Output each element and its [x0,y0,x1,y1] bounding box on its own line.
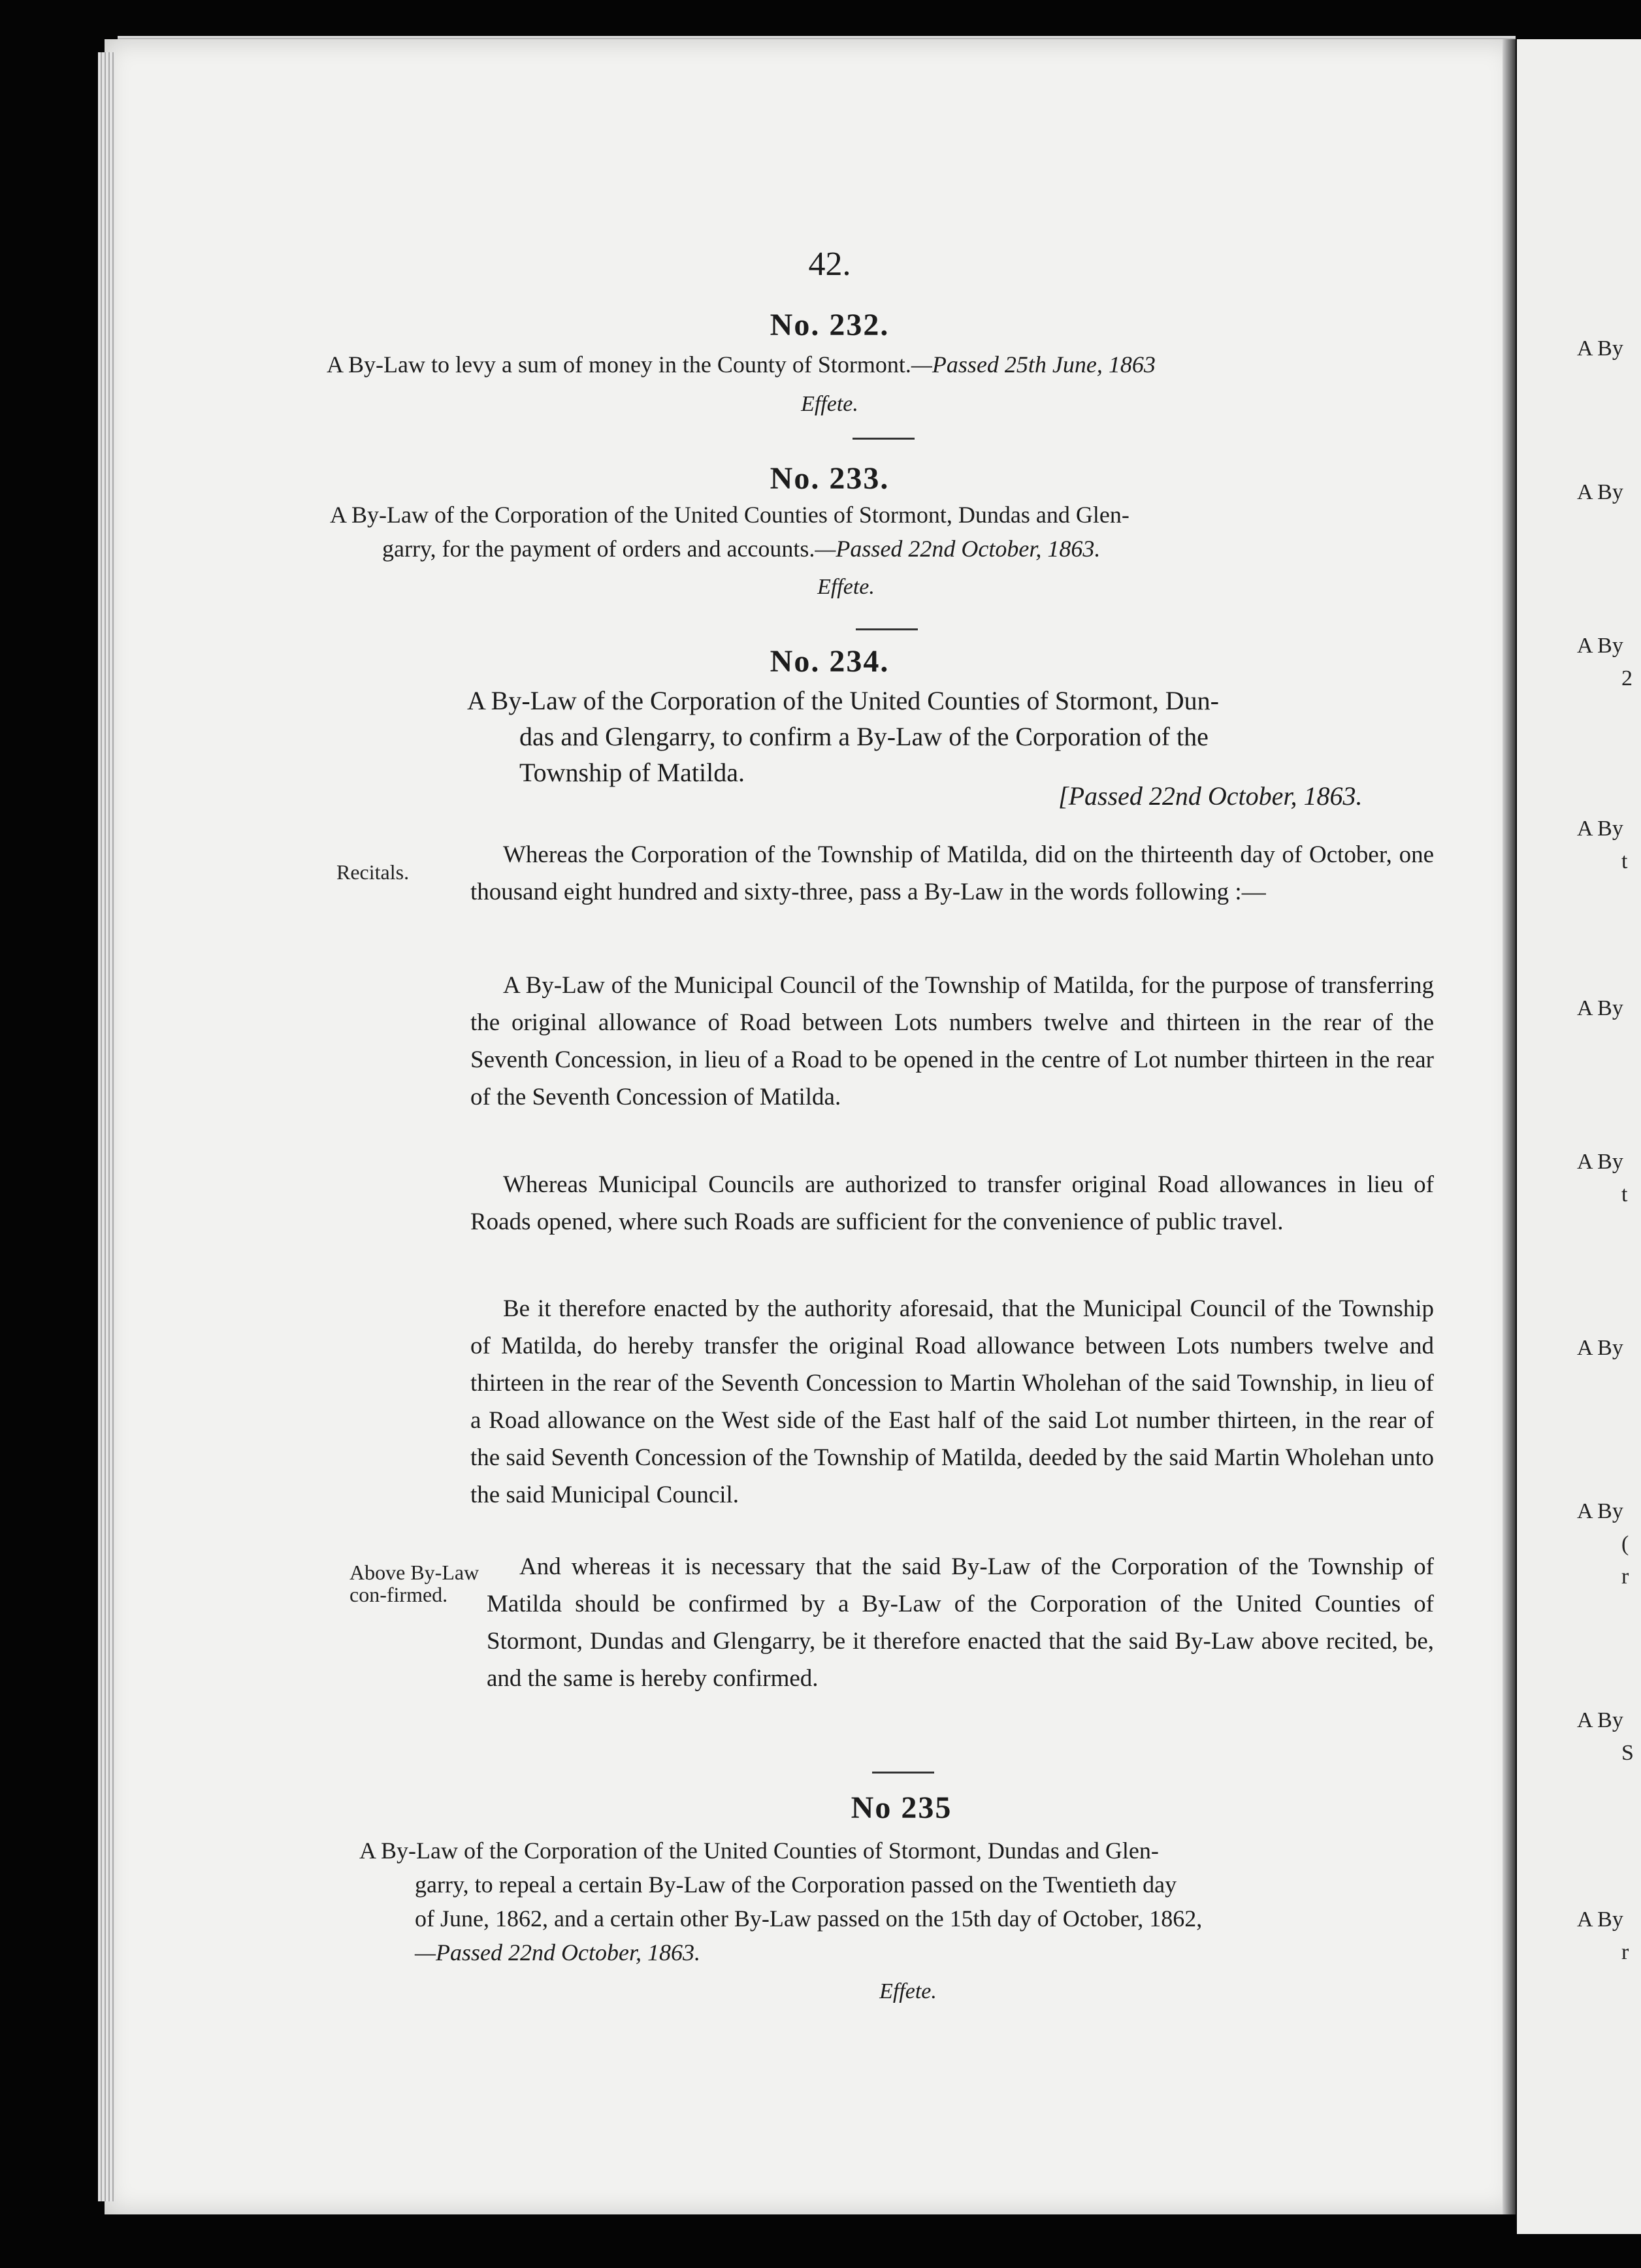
bylaw-232-status: Effete. [801,392,858,416]
bylaw-232-passed: —Passed 25th June, 1863 [911,351,1156,378]
right-page-fragment: r [1621,1564,1629,1589]
page-number: 42. [808,246,851,283]
bylaw-232-heading: No. 232. [770,308,890,342]
bylaw-234-paragraph-3: Whereas Municipal Councils are authorized to transfer original Road allowances in lieu of Roads opened, where such Roads are sufficient for the convenience of public travel. [470,1171,1434,1235]
right-page-fragment: 2 [1621,666,1633,690]
margin-note-recitals: Recitals. [336,860,410,884]
bylaw-235-status: Effete. [879,1979,937,2003]
bylaw-233-status: Effete. [817,575,875,599]
bylaw-233-passed: —Passed 22nd October, 1863. [815,536,1101,562]
right-page-fragment: ( [1621,1532,1629,1556]
bylaw-233-title-line2 [382,530,1440,567]
book-gutter [1503,39,1516,2214]
right-page-fragment: A By [1577,817,1623,841]
bylaw-235-heading: No 235 [851,1790,952,1825]
bylaw-234-paragraph-5: And whereas it is necessary that the said By-Law of the Corporation of the Township of Matilda should be confirmed by a By-Law of the Corporation of the United Counties of Stormont, Dundas and Glengarry, be it therefore enacted that the said By-Law above recited, be, and the same is hereby confirmed. [487,1553,1434,1692]
bylaw-233-title-line1: A By-Law of the Corporation of the United Counties of Stormont, Dundas and Glen- [330,502,1129,528]
right-page [1517,39,1641,2234]
right-page-fragment: t [1621,1182,1628,1207]
right-page-fragment: S [1621,1741,1634,1765]
bylaw-235-title-line3: of June, 1862, and a certain other By-Law passed on the 15th day of October, 1862, [415,1905,1203,1932]
bylaw-234-title-line1: A By-Law of the Corporation of the United Counties of Stormont, Dun- [467,686,1219,715]
bylaw-235-title-line2: garry, to repeal a certain By-Law of the Corporation passed on the Twentieth day [415,1871,1177,1898]
bylaw-235-passed: —Passed 22nd October, 1863. [415,1939,700,1966]
right-page-fragment: A By [1577,1336,1623,1360]
right-page-fragment: A By [1577,1499,1623,1523]
bylaw-234-paragraph-1: Whereas the Corporation of the Township of Matilda, did on the thirteenth day of October, one thousand eight hundred and sixty-three, pass a By-Law in the words following :— [470,841,1434,905]
bylaw-234-paragraph-4: Be it therefore enacted by the authority aforesaid, that the Municipal Council of the Township of Matilda, do hereby transfer the original Road allowance between Lots numbers twelve and thirteen in the rear of the Seventh Concession to Martin Wholehan of the said Township, in lieu of a Road allowance on the West side of the East half of the said Lot number thirteen, in the rear of the said Seventh Concession of the Township of Matilda, deeded by the said Martin Wholehan unto the said Municipal Council. [470,1295,1434,1508]
section-divider [853,438,915,440]
bylaw-234-heading: No. 234. [770,644,890,679]
bylaw-234-passed: [Passed 22nd October, 1863. [1058,781,1363,811]
bylaw-233-title-line2-text: garry, for the payment of orders and accounts. [382,536,815,562]
right-page-fragment: A By [1577,480,1623,504]
bylaw-232-title [327,346,1437,383]
bylaw-234-title-line3: Township of Matilda. [519,758,745,787]
right-page-fragment: t [1621,849,1628,873]
right-page-fragment: A By [1577,996,1623,1020]
bylaw-234-title-line2: das and Glengarry, to confirm a By-Law of the Corporation of the [519,722,1209,751]
right-page-fragment: r [1621,1940,1629,1964]
section-divider [872,1772,934,1774]
bylaw-235-title-line1: A By-Law of the Corporation of the United Counties of Stormont, Dundas and Glen- [359,1838,1159,1864]
bylaw-234-paragraph-2: A By-Law of the Municipal Council of the Township of Matilda, for the purpose of transferring the original allowance of Road between Lots numbers twelve and thirteen in the rear of the Seventh Concession, in lieu of a Road to be opened in the centre of Lot number thirteen in the rear of the Seventh Concession of Matilda. [470,972,1434,1110]
section-divider [856,628,918,630]
margin-note-confirmed: Above By-Law con-firmed. [349,1561,479,1606]
page-edge-left [98,52,115,2201]
right-page-fragment: A By [1577,336,1623,361]
right-page-fragment: A By [1577,1150,1623,1174]
right-page-fragment: A By [1577,1907,1623,1932]
bylaw-233-heading: No. 233. [770,461,890,496]
right-page-fragment: A By [1577,634,1623,658]
bylaw-232-title-text: A By-Law to levy a sum of money in the County of Stormont. [327,351,911,378]
right-page-fragment: A By [1577,1708,1623,1732]
